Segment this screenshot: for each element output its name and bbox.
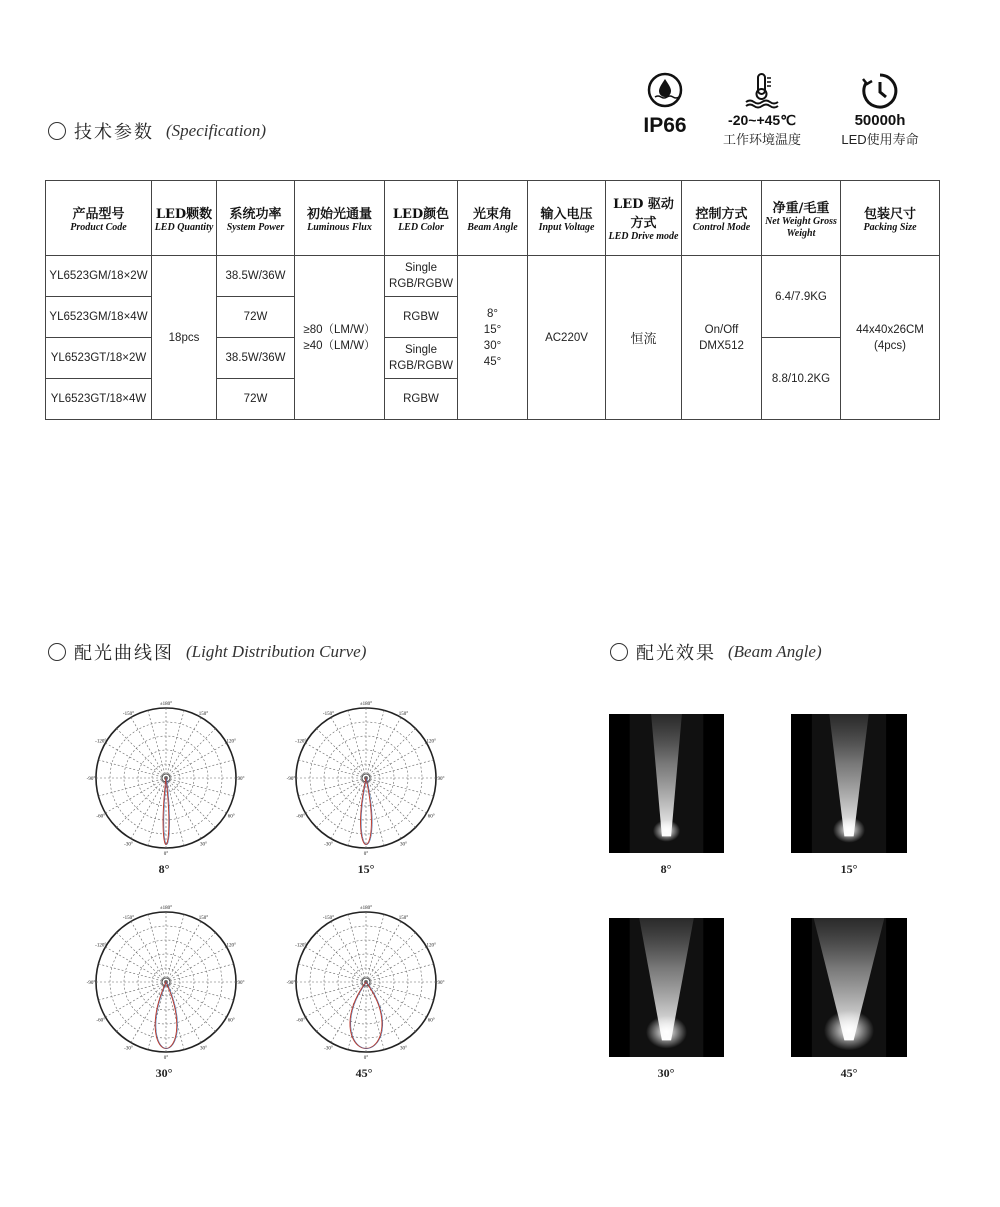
spec-table [45,180,940,420]
temperature-label: 工作环境温度 [722,132,801,147]
header-control-mode: 控制方式 Control Mode [682,181,762,256]
ip-value: IP66 [643,114,687,137]
effect-caption: 15° [840,862,858,876]
polar-axis-label: -60° [296,1018,306,1024]
header-weight: 净重/毛重 Net Weight Gross Weight [762,181,841,256]
effect-caption: 8° [660,862,672,876]
polar-axis-label: -120° [95,943,107,949]
system-power-cell: 72W [217,297,295,338]
effect-title-zh: 配光效果 [636,643,716,664]
polar-axis-label: 120° [226,739,236,745]
feature-badges [620,72,930,152]
input-voltage-cell: AC220V [528,256,606,420]
effect-caption: 30° [657,1066,675,1080]
polar-axis-label: 120° [426,739,436,745]
polar-axis-label: -90° [286,777,296,782]
curve-caption: 15° [357,862,375,876]
polar-axis-label: 0° [363,1056,369,1061]
weight-cell: 8.8/10.2KG [762,338,841,420]
curve-title-en: (Light Distribution Curve) [186,642,367,661]
polar-axis-label: 90° [437,981,445,986]
polar-axis-label: 60° [427,1018,435,1024]
polar-chart-15 [288,700,444,856]
polar-axis-label: 150° [198,711,209,717]
lifetime-badge [830,72,930,148]
beam-angle-cell: 8° 15° 30° 45° [458,256,528,420]
product-code-cell: YL6523GT/18×4W [46,379,152,420]
header-led-color: LED颜色 LED Color [385,181,458,256]
effect-section-heading [610,639,822,665]
header-system-power: 系统功率 System Power [217,181,295,256]
product-code-cell: YL6523GM/18×4W [46,297,152,338]
curve-caption: 45° [355,1066,373,1080]
beam-hotspot [653,820,680,842]
polar-axis-label: ±180° [359,906,373,911]
beam-effect-8 [609,714,724,853]
polar-axis-label: -150° [122,711,135,717]
polar-axis-label: 150° [398,915,409,921]
system-power-cell: 38.5W/36W [217,338,295,379]
polar-axis-label: 30° [200,1046,207,1052]
polar-axis-label: -60° [296,814,306,820]
polar-axis-label: -90° [86,981,96,986]
system-power-cell: 72W [217,379,295,420]
polar-axis-label: -90° [86,777,96,782]
polar-axis-label: 60° [227,814,235,820]
polar-axis-label: -60° [96,814,106,820]
polar-chart-8 [88,700,244,856]
polar-axis-label: 30° [200,842,207,848]
polar-chart-45 [288,904,444,1060]
polar-axis-label: ±180° [159,702,173,707]
spec-section-heading [48,118,266,144]
effect-title-en: (Beam Angle) [728,642,822,661]
temperature-badge [712,72,812,148]
system-power-cell: 38.5W/36W [217,256,295,297]
beam-effect-15 [791,714,907,853]
spec-title-zh: 技术参数 [74,122,154,143]
lifetime-value: 50000h [854,112,906,129]
polar-axis-label: 0° [363,852,369,857]
packing-size-cell: 44x40x26CM (4pcs) [841,256,940,420]
polar-axis-label: 120° [426,943,436,949]
ip-badge [630,72,700,138]
led-color-cell: RGBW [385,379,458,420]
clock-icon [861,72,899,110]
bullet-circle-icon [48,122,66,140]
bullet-circle-icon [610,643,628,661]
luminous-flux-cell: ≥80（LM/W） ≥40（LM/W） [295,256,385,420]
polar-axis-label: -90° [286,981,296,986]
waterproof-drop-icon [647,72,683,108]
polar-axis-label: 150° [398,711,409,717]
polar-axis-label: -30° [324,842,333,848]
polar-axis-label: 90° [437,777,445,782]
polar-axis-label: 60° [227,1018,235,1024]
polar-axis-label: 30° [400,1046,407,1052]
control-mode-cell: On/Off DMX512 [682,256,762,420]
polar-axis-label: ±180° [359,702,373,707]
table-header-row [46,181,940,256]
header-beam-angle: 光束角 Beam Angle [458,181,528,256]
lifetime-label: LED使用寿命 [841,132,919,147]
polar-axis-label: -30° [124,842,133,848]
led-color-cell: Single RGB/RGBW [385,338,458,379]
led-color-cell: RGBW [385,297,458,338]
polar-axis-label: 30° [400,842,407,848]
polar-axis-label: -60° [96,1018,106,1024]
temperature-value: -20~+45℃ [728,112,796,128]
beam-hotspot [646,1016,687,1049]
polar-axis-label: 60° [427,814,435,820]
spec-title-en: (Specification) [166,121,267,140]
polar-axis-label: -120° [295,739,307,745]
polar-axis-label: -30° [324,1046,333,1052]
thermometer-icon [742,72,782,108]
beam-effect-30 [609,918,724,1057]
curve-caption: 8° [158,862,170,876]
polar-axis-label: 90° [237,981,245,986]
polar-axis-label: -150° [322,711,335,717]
polar-axis-label: -120° [95,739,107,745]
polar-axis-label: -150° [122,915,135,921]
table-row [46,256,940,297]
led-quantity-cell: 18pcs [152,256,217,420]
curve-caption: 30° [155,1066,173,1080]
polar-axis-label: -30° [124,1046,133,1052]
bullet-circle-icon [48,643,66,661]
header-packing-size: 包装尺寸 Packing Size [841,181,940,256]
polar-axis-label: 0° [163,1056,169,1061]
led-color-cell: Single RGB/RGBW [385,256,458,297]
header-drive-mode: LED 驱动方式 LED Drive mode [606,181,682,256]
polar-axis-label: 150° [198,915,209,921]
curve-section-heading [48,639,366,665]
polar-axis-label: -150° [322,915,335,921]
polar-axis-label: 0° [163,852,169,857]
drive-mode-cell: 恒流 [606,256,682,420]
effect-caption: 45° [840,1066,858,1080]
curve-title-zh: 配光曲线图 [74,643,174,664]
header-input-voltage: 输入电压 Input Voltage [528,181,606,256]
beam-hotspot [824,1010,874,1050]
weight-cell: 6.4/7.9KG [762,256,841,338]
header-led-quantity: LED颗数 LED Quantity [152,181,217,256]
polar-axis-label: ±180° [159,906,173,911]
polar-chart-30 [88,904,244,1060]
polar-axis-label: 120° [226,943,236,949]
polar-axis-label: 90° [237,777,245,782]
beam-effect-45 [791,918,907,1057]
polar-axis-label: -120° [295,943,307,949]
beam-hotspot [833,817,865,843]
product-code-cell: YL6523GM/18×2W [46,256,152,297]
header-luminous-flux: 初始光通量 Luminous Flux [295,181,385,256]
header-product-code: 产品型号 Product Code [46,181,152,256]
product-code-cell: YL6523GT/18×2W [46,338,152,379]
